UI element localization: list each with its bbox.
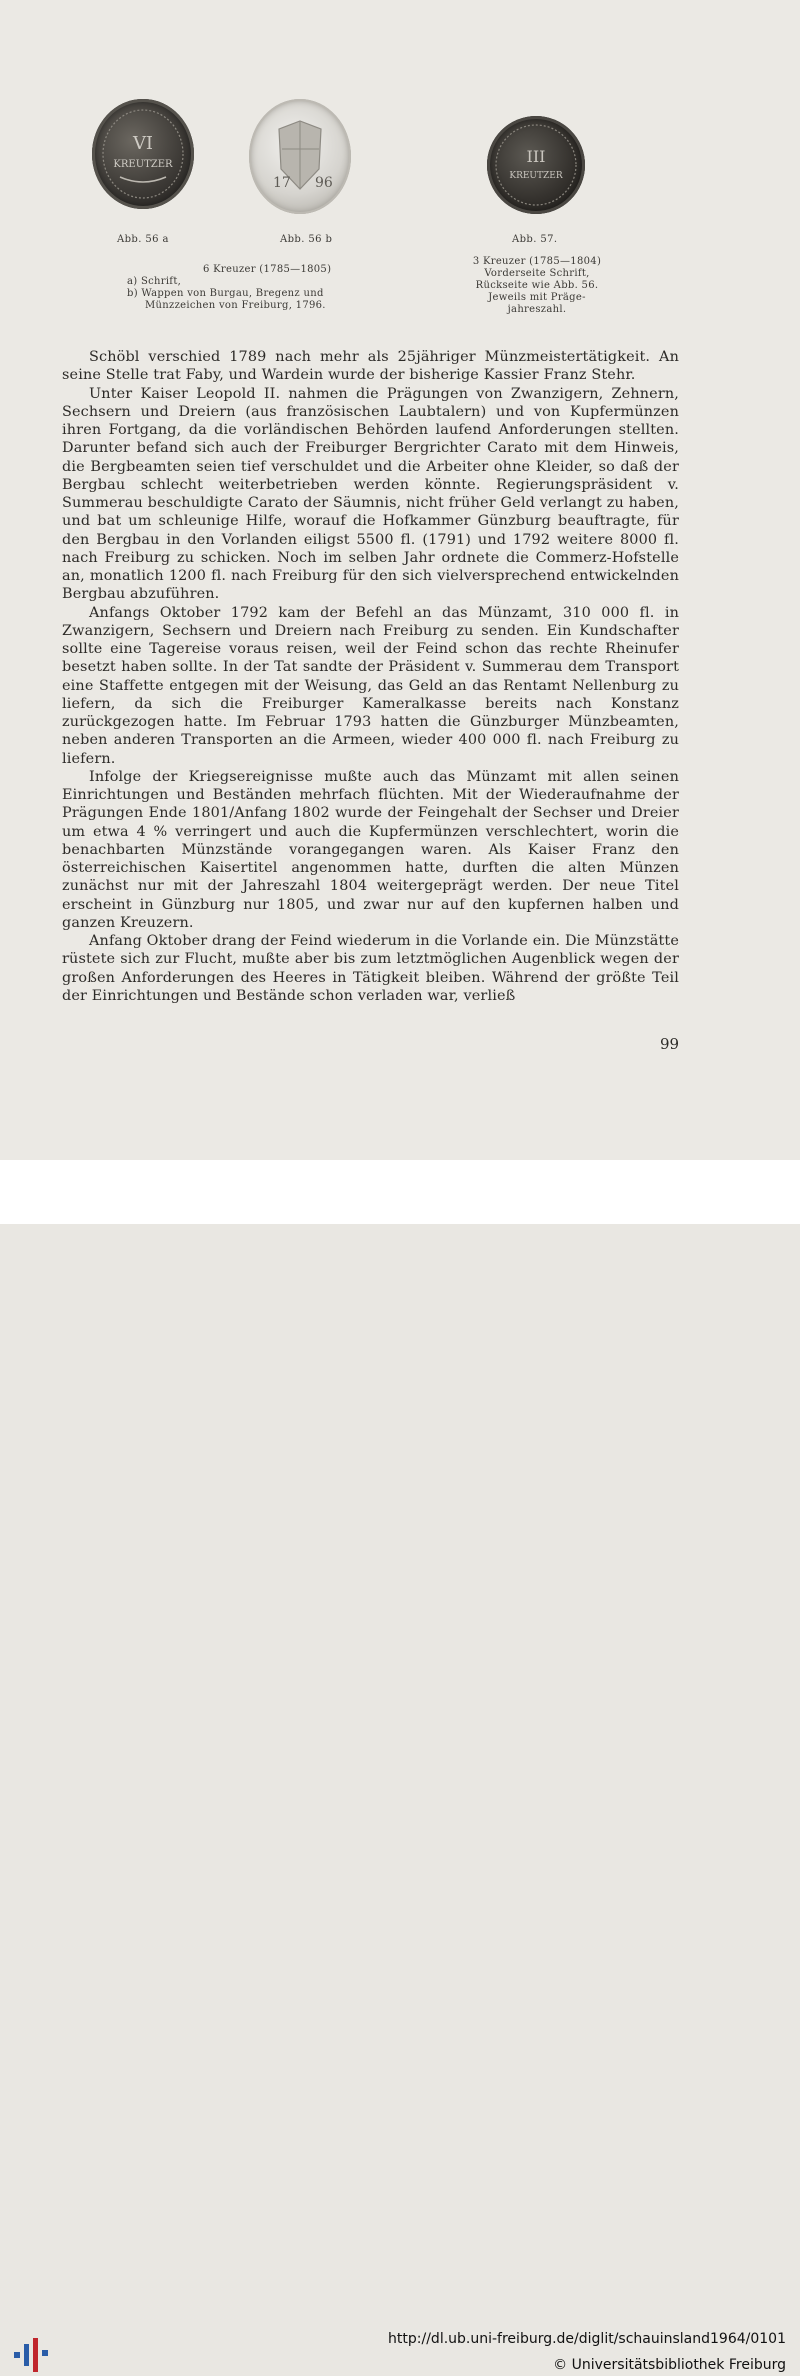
viewer-footer bbox=[0, 1160, 800, 2373]
paragraph: Unter Kaiser Leopold II. nahmen die Prägungen von Zwanzigern, Zehnern, Sechsern und Dreiern (aus französischen Laubtalern) und von Kupfermünzen ihren Fortgang, da die vorländischen Behörden laufend Anforderungen stellten. Darunter befand sich auch der Freiburger Bergrichter Carato mit dem Hinweis, die Bergbeamten seien tief verschuldet und die Arbeiter ohne Kleider, so daß der Bergbau schlecht weiterbetrieben werden könnte. Regierungspräsident v. Summerau beschuldigte Carato der Säumnis, nicht früher Geld verlangt zu haben, und bat um schleunige Hilfe, worauf die Hofkammer Günzburg beauftragte, für den Bergbau in den Vorlanden eiligst 5500 fl. (1791) und 1792 weitere 8000 fl. nach Freiburg zu schicken. Noch im selben Jahr ordnete die Commerz-Hofstelle an, monatlich 1200 fl. nach Freiburg für den sich vielversprechend entwickelnden Bergbau abzuführen. bbox=[62, 385, 679, 603]
copyright-text: © Universitätsbibliothek Freiburg bbox=[553, 2357, 786, 2373]
paragraph: Anfangs Oktober 1792 kam der Befehl an das Münzamt, 310 000 fl. in Zwanzigern, Sechsern und Dreiern nach Freiburg zu senden. Ein Kundschafter sollte eine Tagereise voraus reisen, weil der Feind schon das rechte Rheinufer besetzt haben sollte. In der Tat sandte der Präsident v. Summerau dem Transport eine Staffette entgegen mit der Weisung, das Geld an das Rentamt Nellenburg zu liefern, da sich die Freiburger Kameralkasse bereits nach Konstanz zurückgezogen hatte. Im Februar 1793 hatten die Günzburger Münzbeamten, neben anderen Transporten an die Armeen, wieder 400 000 fl. nach Freiburg zu liefern. bbox=[62, 604, 679, 767]
paragraph: Infolge der Kriegsereignisse mußte auch das Münzamt mit allen seinen Einrichtungen und Beständen mehrfach flüchten. Mit der Wiederaufnahme der Prägungen Ende 1801/Anfang 1802 wurde der Feingehalt der Sechser und Dreier um etwa 4 % verringert und auch die Kupfermünzen verschlechtert, worin die benachbarten Münzstände vorangegangen waren. Als Kaiser Franz den österreichischen Kaisertitel angenommen hatte, durften die alten Münzen zunächst nur mit der Jahreszahl 1804 weitergeprägt werden. Der neue Titel erscheint in Günzburg nur 1805, und zwar nur auf den kupfernen halben und ganzen Kreuzern. bbox=[62, 768, 679, 931]
caption-56-line: 6 Kreuzer (1785—1805) bbox=[203, 264, 332, 275]
coin-image-56a bbox=[92, 99, 194, 209]
caption-57-line: Jeweils mit Präge- bbox=[488, 292, 586, 303]
body-text bbox=[62, 348, 679, 1005]
caption-56-line: a) Schrift, bbox=[127, 276, 182, 287]
caption-56-line: Münzzeichen von Freiburg, 1796. bbox=[145, 300, 326, 311]
coin-57-legend: KREUTZER bbox=[509, 171, 563, 181]
paragraph: Schöbl verschied 1789 nach mehr als 25jähriger Münzmeistertätigkeit. An seine Stelle trat Faby, und Wardein wurde der bisherige Kassier Franz Stehr. bbox=[62, 349, 679, 384]
caption-57-line: jahreszahl. bbox=[507, 304, 567, 315]
document-page bbox=[0, 0, 800, 1160]
figure-label-56b: Abb. 56 b bbox=[280, 234, 333, 245]
figure-label-56a: Abb. 56 a bbox=[117, 234, 169, 245]
paragraph: Anfang Oktober drang der Feind wiederum in die Vorlande ein. Die Münzstätte rüstete sich zur Flucht, mußte aber bis zum letztmöglichen Augenblick wegen der großen Anforderungen des Heeres in Tätigkeit bleiben. Während der größte Teil der Einrichtungen und Bestände schon verladen war, verließ bbox=[62, 933, 679, 1004]
page-number: 99 bbox=[660, 1035, 680, 1053]
coin-image-57 bbox=[487, 116, 585, 214]
coin-57-value: III bbox=[526, 147, 546, 166]
coin-56b-year-left: 17 bbox=[273, 175, 291, 191]
caption-57-line: Vorderseite Schrift, bbox=[484, 268, 590, 279]
caption-57-line: 3 Kreuzer (1785—1804) bbox=[472, 256, 602, 267]
coin-56a-legend: KREUTZER bbox=[113, 159, 173, 170]
permalink-link[interactable]: http://dl.ub.uni-freiburg.de/diglit/schauinsland1964/0101 bbox=[388, 2331, 786, 2347]
caption-57-line: Rückseite wie Abb. 56. bbox=[475, 280, 599, 291]
figure-label-57: Abb. 57. bbox=[512, 234, 558, 245]
coin-56b-year-right: 96 bbox=[315, 175, 333, 191]
library-logo-icon bbox=[14, 2338, 50, 2376]
coin-image-56b bbox=[249, 99, 351, 214]
caption-56-line: b) Wappen von Burgau, Bregenz und bbox=[127, 288, 324, 299]
figure-caption-57 bbox=[462, 256, 612, 316]
coin-56a-value: VI bbox=[132, 133, 154, 154]
figure-caption-56 bbox=[117, 264, 357, 312]
